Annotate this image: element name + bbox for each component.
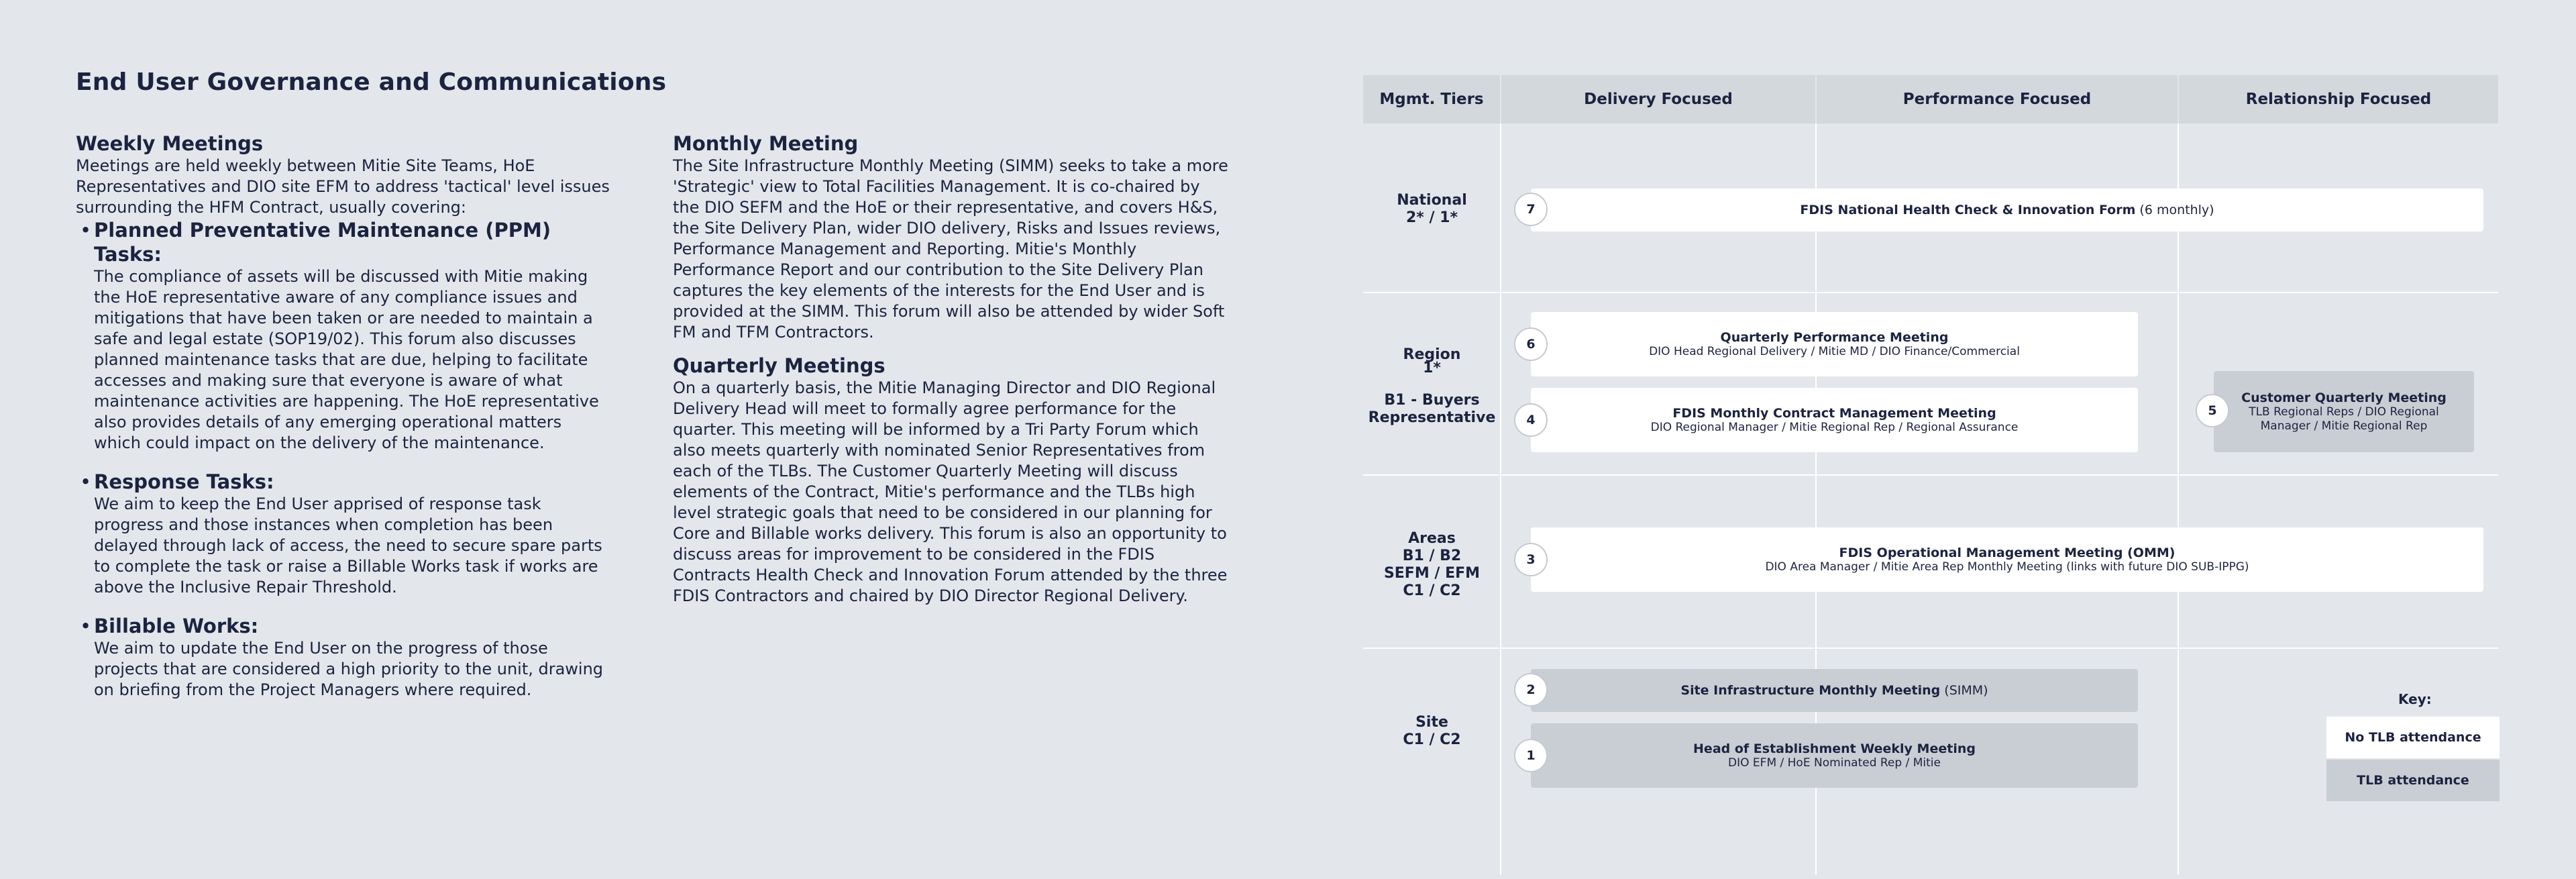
tier-grade: C1 / C2 xyxy=(1403,731,1461,748)
quarterly-heading: Quarterly Meetings xyxy=(673,354,885,377)
row-divider xyxy=(1363,648,2498,649)
meeting-title: FDIS Monthly Contract Management Meeting xyxy=(1672,405,1996,421)
monthly-body: The Site Infrastructure Monthly Meeting (SIMM) seeks to take a more 'Strategic' view to Total Facilities Management. It is co-chaired by the DIO SEFM and the HoE or their representative, and covers H&S, the Site Delivery Plan, wider DIO delivery, Risks and Issues reviews, Performance Management and Reporting. Mitie's Monthly Performance Report and our contribution to the Site Delivery Plan captures the key elements of the interests for the End User and is provided at the SIMM. This forum will also be attended by wider Soft FM and TFM Contractors. xyxy=(673,156,1228,342)
meeting-monthly-contract-management xyxy=(1531,388,2138,452)
meeting-number-badge: 4 xyxy=(1514,403,1548,437)
meeting-quarterly-performance xyxy=(1531,312,2138,376)
bullet-body: We aim to keep the End User apprised of response task progress and those instances when completion has been delayed through lack of access, the need to secure spare parts to complete the task or raise a Billable Works task if works are above the Inclusive Repair Threshold. xyxy=(94,495,602,597)
tier-grade: B1 / B2 xyxy=(1402,548,1462,564)
meeting-attendees: DIO Head Regional Delivery / Mitie MD / DIO Finance/Commercial xyxy=(1649,344,2020,358)
bullet-ppm xyxy=(76,218,612,454)
meeting-title: Quarterly Performance Meeting xyxy=(1720,329,1949,345)
meeting-customer-quarterly xyxy=(2214,371,2474,452)
tier-grade: 1* xyxy=(1423,360,1441,376)
meeting-title: Customer Quarterly Meeting xyxy=(2241,390,2447,405)
meeting-operational-management xyxy=(1531,527,2483,592)
tier-role: SEFM / EFM xyxy=(1383,565,1481,582)
tier-region xyxy=(1363,346,1501,427)
row-divider xyxy=(1363,474,2498,476)
header-relationship-focused: Relationship Focused xyxy=(2179,75,2498,123)
bullet-dot: • xyxy=(80,219,92,242)
bullet-response xyxy=(76,470,612,598)
meeting-site-infrastructure-monthly xyxy=(1531,669,2138,712)
tier-national xyxy=(1363,192,1501,227)
tier-grade: B1 - Buyers xyxy=(1384,392,1480,409)
meeting-number-badge: 5 xyxy=(2196,394,2229,427)
meeting-number-badge: 6 xyxy=(1514,327,1548,361)
weekly-heading: Weekly Meetings xyxy=(76,132,264,155)
tier-name: Site xyxy=(1415,714,1448,731)
meeting-number-badge: 1 xyxy=(1514,739,1548,772)
header-delivery-focused: Delivery Focused xyxy=(1501,75,1815,123)
tier-site xyxy=(1363,714,1501,749)
bullet-title: Planned Preventative Maintenance (PPM) Tasks: xyxy=(94,219,551,266)
monthly-heading: Monthly Meeting xyxy=(673,132,859,155)
tier-grade: C1 / C2 xyxy=(1403,582,1461,599)
meeting-title: Site Infrastructure Monthly Meeting (SIMM) xyxy=(1680,683,1988,698)
weekly-intro: Meetings are held weekly between Mitie Site Teams, HoE Representatives and DIO site EFM to address 'tactical' level issues surrounding the HFM Contract, usually covering: xyxy=(76,156,610,217)
key-no-tlb-attendance: No TLB attendance xyxy=(2326,717,2500,758)
monthly-quarterly-section xyxy=(673,132,1230,607)
tier-name: Areas xyxy=(1408,530,1456,547)
meeting-title: Head of Establishment Weekly Meeting xyxy=(1693,741,1976,756)
row-divider xyxy=(1363,292,2498,293)
quarterly-body: On a quarterly basis, the Mitie Managing Director and DIO Regional Delivery Head will meet to formally agree performance for the quarter. This meeting will be informed by a Tri Party Forum which also meets quarterly with nominated Senior Representatives from each of the TLBs. The Customer Quarterly Meeting will discuss elements of the Contract, Mitie's performance and the TLBs high level strategic goals that need to be considered in our planning for Core and Billable works delivery. This forum is also an opportunity to discuss areas for improvement to be considered in the FDIS Contracts Health Check and Innovation Forum attended by the three FDIS Contractors and chaired by DIO Director Regional Delivery. xyxy=(673,378,1228,605)
weekly-meetings-section xyxy=(76,132,612,717)
column-divider xyxy=(1500,123,1501,875)
meeting-title: FDIS National Health Check & Innovation Form (6 monthly) xyxy=(1800,203,2214,217)
tier-name: National xyxy=(1397,192,1467,209)
meeting-number-badge: 3 xyxy=(1514,543,1548,576)
tier-grade: 2* / 1* xyxy=(1406,209,1458,226)
meeting-attendees: DIO Area Manager / Mitie Area Rep Monthly Meeting (links with future DIO SUB-IPPG) xyxy=(1765,560,2249,574)
key-tlb-attendance: TLB attendance xyxy=(2326,760,2500,801)
tier-areas xyxy=(1363,530,1501,600)
meeting-hoe-weekly xyxy=(1531,723,2138,788)
bullet-dot: • xyxy=(80,615,92,637)
key-title: Key: xyxy=(2398,691,2432,707)
page-title: End User Governance and Communications xyxy=(76,68,667,96)
meeting-attendees: DIO EFM / HoE Nominated Rep / Mitie xyxy=(1728,756,1941,770)
bullet-billable xyxy=(76,614,612,701)
meeting-attendees: DIO Regional Manager / Mitie Regional Rep / Regional Assurance xyxy=(1650,420,2019,434)
meeting-national-health-check xyxy=(1531,189,2483,231)
table-header-row xyxy=(1363,75,2498,123)
tier-role: Representative xyxy=(1368,409,1496,426)
header-mgmt-tiers: Mgmt. Tiers xyxy=(1363,75,1500,123)
bullet-title: Response Tasks: xyxy=(94,470,274,493)
meeting-number-badge: 2 xyxy=(1514,673,1548,707)
meeting-title: FDIS Operational Management Meeting (OMM) xyxy=(1839,545,2176,560)
meeting-attendees: TLB Regional Reps / DIO Regional Manager / Mitie Regional Rep xyxy=(2249,405,2439,433)
tier-name: Region xyxy=(1403,346,1461,363)
header-performance-focused: Performance Focused xyxy=(1817,75,2178,123)
bullet-dot: • xyxy=(80,470,92,493)
bullet-body: We aim to update the End User on the progress of those projects that are considered a high priority to the unit, drawing on briefing from the Project Managers where required. xyxy=(94,639,604,699)
meeting-number-badge: 7 xyxy=(1514,193,1548,226)
column-divider xyxy=(2178,123,2179,875)
bullet-title: Billable Works: xyxy=(94,615,259,637)
bullet-body: The compliance of assets will be discussed with Mitie making the HoE representative aware of any compliance issues and mitigations that have been taken or are needed to maintain a safe and legal estate (SOP19/02). This forum also discusses planned maintenance tasks that are due, helping to facilitate accesses and making sure that everyone is aware of what maintenance activities are happening. The HoE representative also provides details of any emerging operational matters which could impact on the delivery of the maintenance. xyxy=(94,267,599,452)
